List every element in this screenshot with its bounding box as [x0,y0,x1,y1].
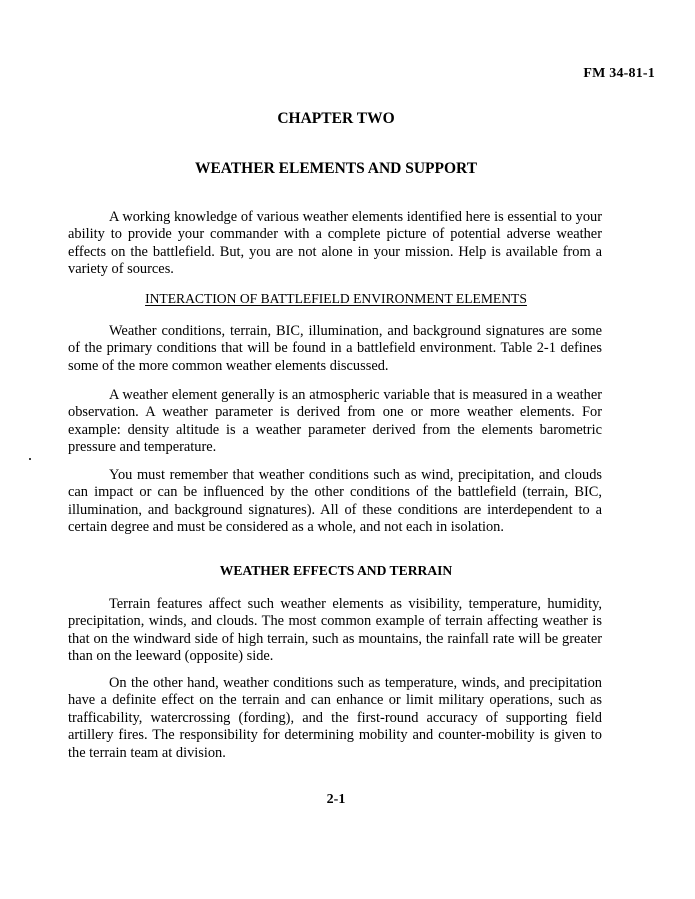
paragraph-weather-on-terrain: On the other hand, weather conditions such as temperature, winds, and precipitation have a definite effect on the terrain and can enhance or limit military operations, such as trafficability, watercrossing (fording), and the first-round accuracy of supporting field artillery fires. The responsibility for determining mobility and counter-mobility is given to the terrain team at division. [68,675,602,761]
chapter-subtitle: WEATHER ELEMENTS AND SUPPORT [194,160,478,177]
paragraph-weather-conditions: Weather conditions, terrain, BIC, illumination, and background signatures are some of the primary conditions that will be found in a battlefield environment. Table 2-1 defines some of the more common weather elements discussed. [68,323,602,374]
section-heading-interaction: INTERACTION OF BATTLEFIELD ENVIRONMENT ELEMENTS [145,291,527,306]
paragraph-weather-element: A weather element generally is an atmospheric variable that is measured in a weather observation. A weather parameter is derived from one or more weather elements. For example: density altitude is a weather parameter derived from the elements barometric pressure and temperature. [68,387,602,456]
page-number: 2-1 [326,792,346,807]
document-id: FM 34-81-1 [583,66,655,81]
intro-paragraph: A working knowledge of various weather elements identified here is essential to your ability to provide your commander with a complete picture of potential adverse weather effects on the battlefield. But, you are not alone in your mission. Help is available from a variety of sources. [68,209,602,278]
chapter-title: CHAPTER TWO [277,110,395,127]
section-heading-weather-terrain: WEATHER EFFECTS AND TERRAIN [219,563,453,578]
paragraph-interdependence: You must remember that weather conditions such as wind, precipitation, and clouds can impact or can be influenced by the other conditions of the battlefield (terrain, BIC, illumination, and background signatures). All of these conditions are interdependent to a certain degree and must be considered as a whole, and not each in isolation. [68,467,602,536]
stray-mark [29,458,31,460]
paragraph-terrain-features: Terrain features affect such weather elements as visibility, temperature, humidity, precipitation, winds, and clouds. The most common example of terrain affecting weather is that on the windward side of high terrain, such as mountains, the rainfall rate will be greater than on the leeward (opposite) side. [68,596,602,665]
